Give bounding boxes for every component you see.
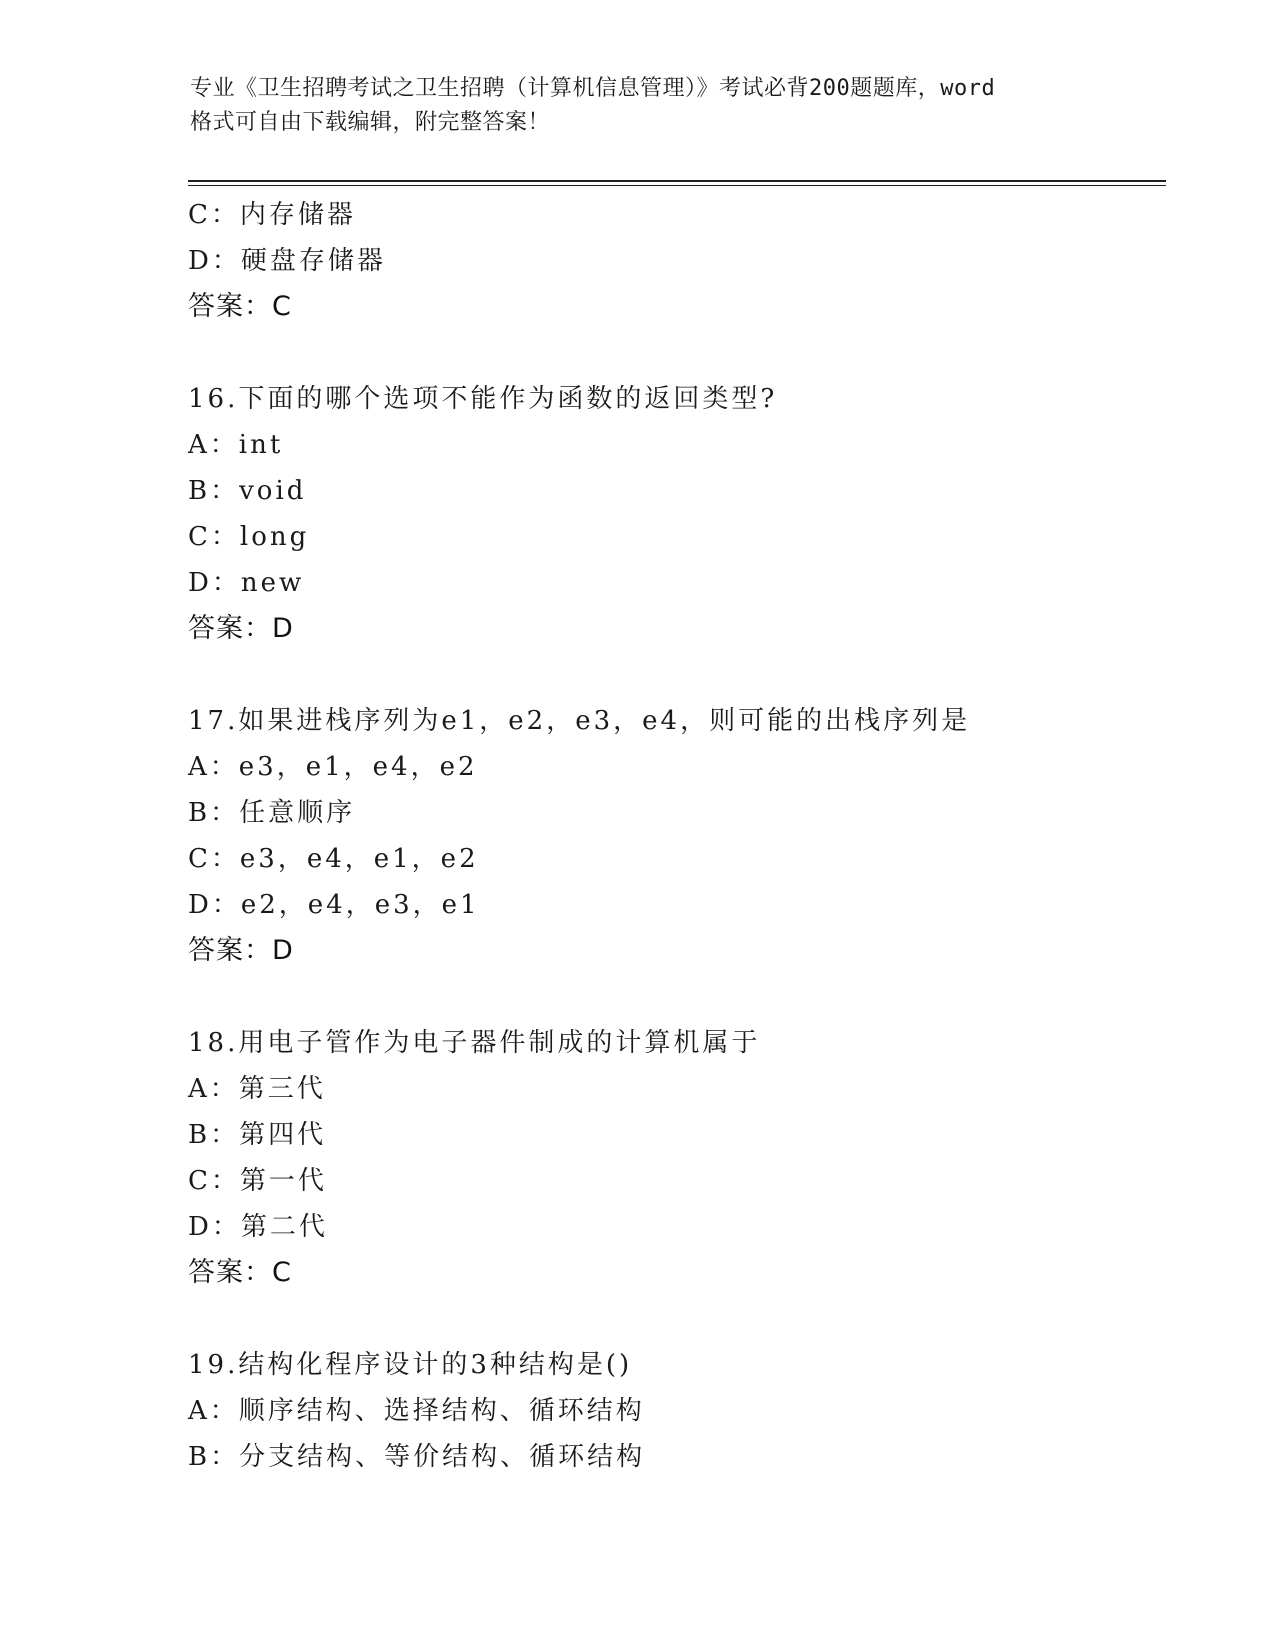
option-b: B：分支结构、等价结构、循环结构 xyxy=(188,1442,646,1472)
question-list xyxy=(188,192,1168,1480)
option-a: A：第三代 xyxy=(188,1074,326,1104)
spacer xyxy=(188,1296,1168,1342)
header-divider-thin xyxy=(188,185,1166,186)
option-b: B：第四代 xyxy=(188,1120,327,1150)
option-c: C：第一代 xyxy=(188,1166,327,1196)
option-a: A：e3，e1，e4，e2 xyxy=(188,752,478,782)
answer-line: 答案：C xyxy=(188,291,292,322)
question-block-continued xyxy=(188,192,1168,330)
question-text: 18.用电子管作为电子器件制成的计算机属于 xyxy=(188,1028,761,1058)
option-d: D：第二代 xyxy=(188,1212,328,1242)
question-text: 19.结构化程序设计的3种结构是() xyxy=(188,1350,633,1380)
option-d: D：e2，e4，e3，e1 xyxy=(188,890,480,920)
option-a: A：int xyxy=(188,430,284,460)
option-d: D：new xyxy=(188,568,305,598)
option-b: B：任意顺序 xyxy=(188,798,356,828)
answer-line: 答案：D xyxy=(188,613,294,644)
header-divider-thick xyxy=(188,180,1166,182)
option-c: C：long xyxy=(188,522,310,552)
question-block-19 xyxy=(188,1342,1168,1480)
answer-line: 答案：D xyxy=(188,935,294,966)
question-block-18 xyxy=(188,1020,1168,1296)
option-d: D：硬盘存储器 xyxy=(188,246,386,276)
question-block-17 xyxy=(188,698,1168,974)
question-block-16 xyxy=(188,376,1168,652)
answer-line: 答案：C xyxy=(188,1257,292,1288)
option-b: B：void xyxy=(188,476,307,506)
spacer xyxy=(188,330,1168,376)
header-line-2: 格式可自由下载编辑，附完整答案！ xyxy=(190,110,551,135)
option-c: C：内存储器 xyxy=(188,200,356,230)
question-text: 16.下面的哪个选项不能作为函数的返回类型? xyxy=(188,384,778,414)
option-c: C：e3，e4，e1，e2 xyxy=(188,844,479,874)
question-text: 17.如果进栈序列为e1，e2，e3，e4，则可能的出栈序列是 xyxy=(188,706,971,736)
spacer xyxy=(188,652,1168,698)
header-line-1: 专业《卫生招聘考试之卫生招聘（计算机信息管理）》考试必背200题题库，word xyxy=(190,76,996,101)
document-header xyxy=(190,72,1090,140)
option-a: A：顺序结构、选择结构、循环结构 xyxy=(188,1396,645,1426)
spacer xyxy=(188,974,1168,1020)
